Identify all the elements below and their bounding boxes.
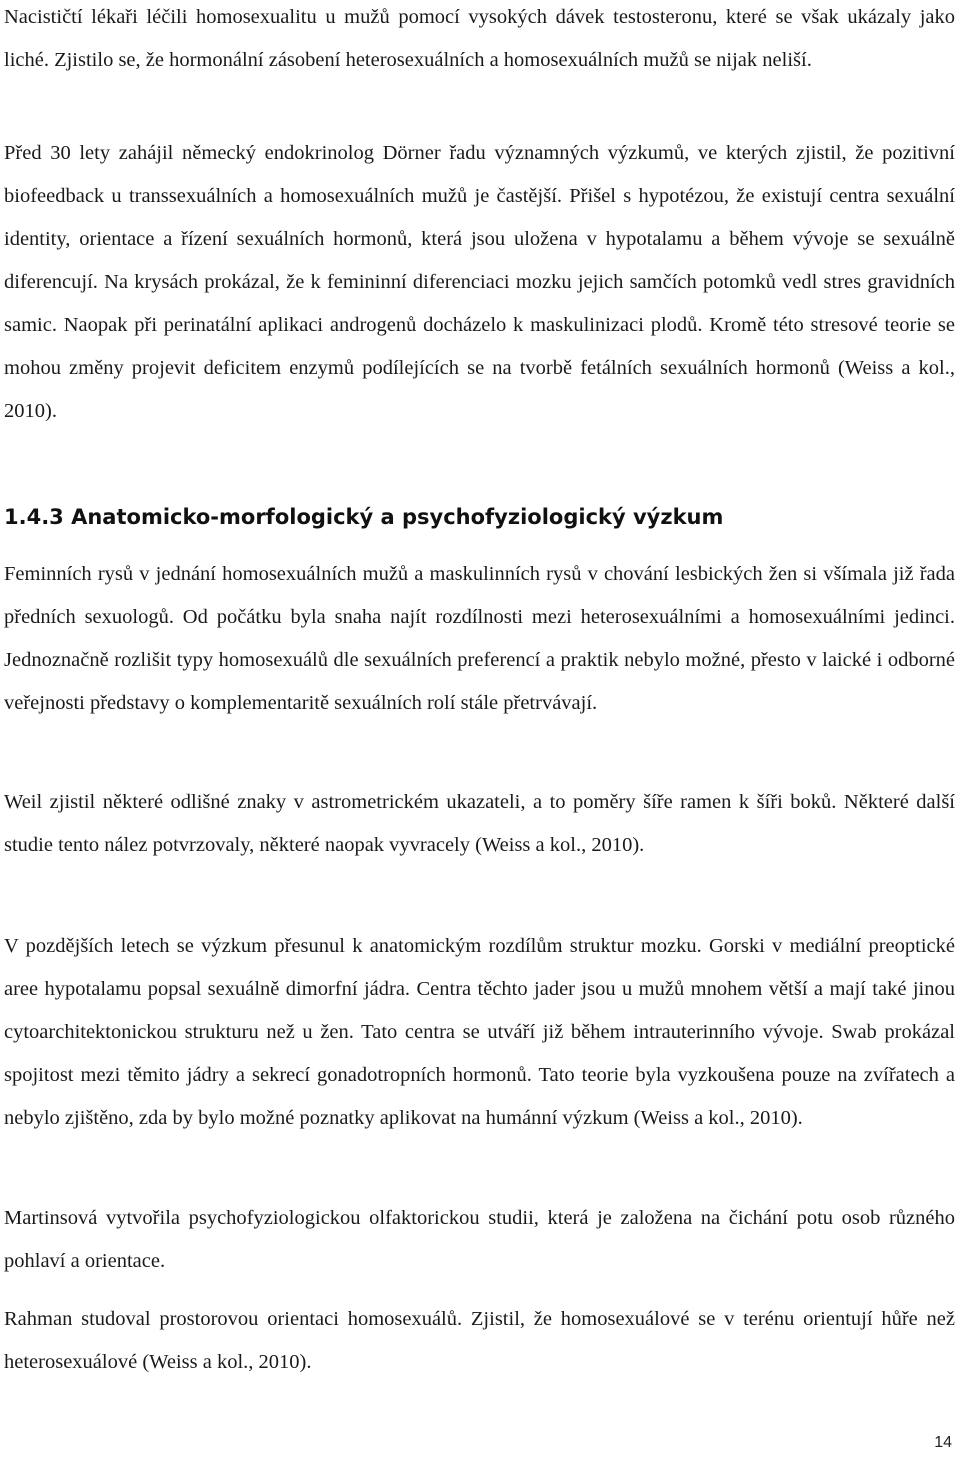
paragraph-nazi-physicians: Nacističtí lékaři léčili homosexualitu u mužů pomocí vysokých dávek testosteronu, které se však ukázaly jako liché. Zjistilo se, že hormonální zásobení heterosexuálních a homosexuálních mužů se nijak neliší.	[4, 6, 955, 71]
paragraph-rahman-study: Rahman studoval prostorovou orientaci homosexuálů. Zjistil, že homosexuálové se v terénu orientují hůře než heterosexuálové (Weiss a kol., 2010).	[4, 1308, 955, 1373]
paragraph-martins-study: Martinsová vytvořila psychofyziologickou olfaktorickou studii, která je založena na čichání potu osob různého pohlaví a orientace.	[4, 1207, 955, 1272]
paragraph-feminine-traits: Feminních rysů v jednání homosexuálních mužů a maskulinních rysů v chování lesbických žen si všímala již řada předních sexuologů. Od počátku byla snaha najít rozdílnosti mezi heterosexuálními a homosexuálními jedinci. Jednoznačně rozlišit typy homosexuálů dle sexuálních preferencí a praktik nebylo možné, přesto v laické i odborné veřejnosti představy o komplementaritě sexuálních rolí stále přetrvávají.	[4, 563, 955, 714]
section-heading: 1.4.3 Anatomicko-morfologický a psychofyziologický výzkum	[4, 505, 724, 529]
paragraph-dorner-research: Před 30 lety zahájil německý endokrinolog Dörner řadu významných výzkumů, ve kterých zjistil, že pozitivní biofeedback u transsexuálních a homosexuálních mužů je častější. Přišel s hypotézou, že existují centra sexuální identity, orientace a řízení sexuálních hormonů, která jsou uložena v hypotalamu a během vývoje se sexuálně diferencují. Na krysách prokázal, že k femininní diferenciaci mozku jejich samčích potomků vedl stres gravidních samic. Naopak při perinatální aplikaci androgenů docházelo k maskulinizaci plodů. Kromě této stresové teorie se mohou změny projevit deficitem enzymů podílejících se na tvorbě fetálních sexuálních hormonů (Weiss a kol., 2010).	[4, 142, 955, 422]
paragraph-weil-findings: Weil zjistil některé odlišné znaky v astrometrickém ukazateli, a to poměry šíře ramen k šíři boků. Některé další studie tento nález potvrzovaly, některé naopak vyvracely (Weiss a kol., 2010).	[4, 791, 955, 856]
page-number: 14	[934, 1434, 952, 1451]
paragraph-brain-structures: V pozdějších letech se výzkum přesunul k anatomickým rozdílům struktur mozku. Gorski v mediální preoptické aree hypotalamu popsal sexuálně dimorfní jádra. Centra těchto jader jsou u mužů mnohem větší a mají také jinou cytoarchitektonickou strukturu než u žen. Tato centra se utváří již během intrauterinního vývoje. Swab prokázal spojitost mezi těmito jádry a sekrecí gonadotropních hormonů. Tato teorie byla vyzkoušena pouze na zvířatech a nebylo zjištěno, zda by bylo možné poznatky aplikovat na humánní výzkum (Weiss a kol., 2010).	[4, 935, 955, 1129]
